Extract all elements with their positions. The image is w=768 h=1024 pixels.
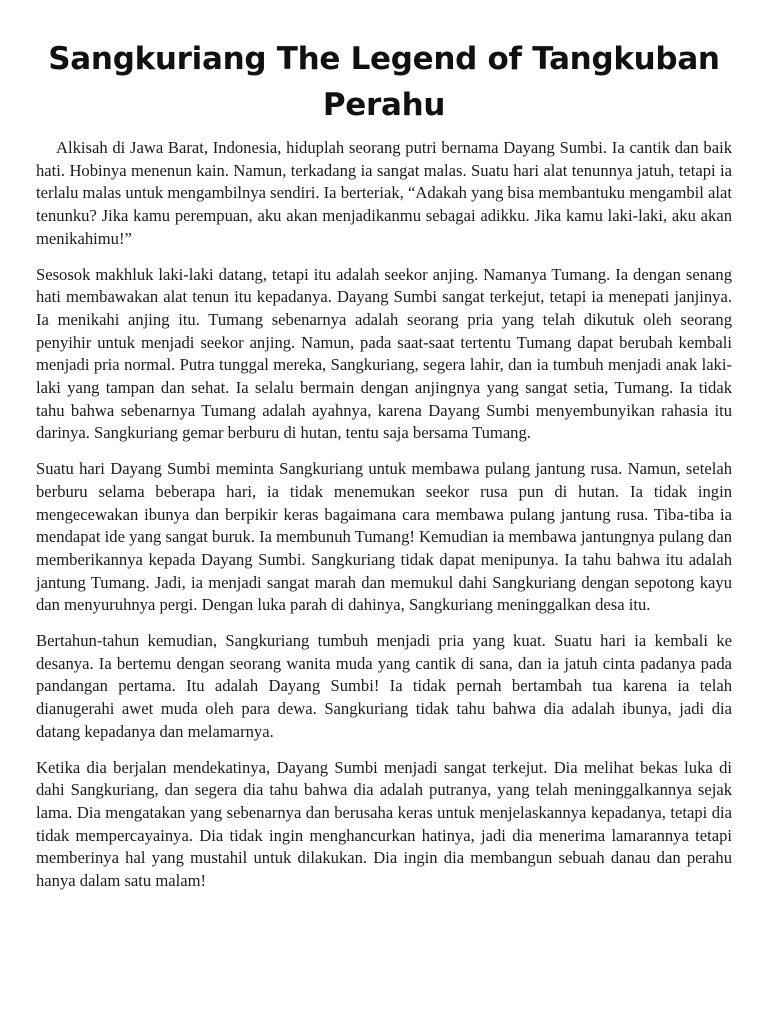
page-title: Sangkuriang The Legend of Tangkuban Perahu xyxy=(48,41,720,123)
story-body xyxy=(36,137,732,906)
paragraph-3: Suatu hari Dayang Sumbi meminta Sangkuriang untuk membawa pulang jantung rusa. Namun, setelah berburu selama beberapa hari, ia tidak menemukan seekor rusa pun di hutan. Ia tidak ingin mengecewakan ibunya dan berpikir keras bagaimana cara membawa pulang jantung rusa. Tiba-tiba ia mendapat ide yang sangat buruk. Ia membunuh Tumang! Kemudian ia membawa jantungnya pulang dan memberikannya kepada Dayang Sumbi. Sangkuriang tidak dapat menipunya. Ia tahu bahwa itu adalah jantung Tumang. Jadi, ia menjadi sangat marah dan memukul dahi Sangkuriang dengan sepotong kayu dan menyuruhnya pergi. Dengan luka parah di dahinya, Sangkuriang meninggalkan desa itu. xyxy=(36,459,732,615)
paragraph-5: Ketika dia berjalan mendekatinya, Dayang Sumbi menjadi sangat terkejut. Dia melihat bekas luka di dahi Sangkuriang, dan segera dia tahu bahwa dia adalah putranya, yang telah meninggalkannya sejak lama. Dia mengatakan yang sebenarnya dan berusaha keras untuk menjelaskannya kepadanya, tetapi dia tidak mempercayainya. Dia tidak ingin menghancurkan hatinya, jadi dia menerima lamarannya tetapi memberinya hal yang mustahil untuk dilakukan. Dia ingin dia membangun sebuah danau dan perahu hanya dalam satu malam! xyxy=(36,757,732,891)
paragraph-4: Bertahun-tahun kemudian, Sangkuriang tumbuh menjadi pria yang kuat. Suatu hari ia kembali ke desanya. Ia bertemu dengan seorang wanita muda yang cantik di sana, dan ia jatuh cinta padanya pada pandangan pertama. Itu adalah Dayang Sumbi! Ia tidak pernah bertambah tua karena ia telah dianugerahi awet muda oleh para dewa. Sangkuriang tidak tahu bahwa dia adalah ibunya, jadi dia datang kepadanya dan melamarnya. xyxy=(36,631,732,741)
paragraph-2: Sesosok makhluk laki-laki datang, tetapi itu adalah seekor anjing. Namanya Tumang. Ia dengan senang hati membawakan alat tenun itu kepadanya. Dayang Sumbi sangat terkejut, tetapi ia menepati janjinya. Ia menikahi anjing itu. Tumang sebenarnya adalah seorang pria yang telah dikutuk oleh seorang penyihir untuk menjadi seekor anjing. Namun, pada saat-saat tertentu Tumang dapat berubah kembali menjadi pria normal. Putra tunggal mereka, Sangkuriang, segera lahir, dan ia tumbuh menjadi anak laki-laki yang tampan dan sehat. Ia selalu bermain dengan anjingnya yang sangat setia, Tumang. Ia tidak tahu bahwa sebenarnya Tumang adalah ayahnya, karena Dayang Sumbi menyembunyikan rahasia itu darinya. Sangkuriang gemar berburu di hutan, tentu saja bersama Tumang. xyxy=(36,264,732,443)
paragraph-1: Alkisah di Jawa Barat, Indonesia, hiduplah seorang putri bernama Dayang Sumbi. Ia cantik dan baik hati. Hobinya menenun kain. Namun, terkadang ia sangat malas. Suatu hari alat tenunnya jatuh, tetapi ia terlalu malas untuk mengambilnya sendiri. Ia berteriak, “Adakah yang bisa membantuku mengambil alat tenunku? Jika kamu perempuan, aku akan menjadikanmu sebagai adikku. Jika kamu laki-laki, aku akan menikahimu!” xyxy=(36,138,732,248)
